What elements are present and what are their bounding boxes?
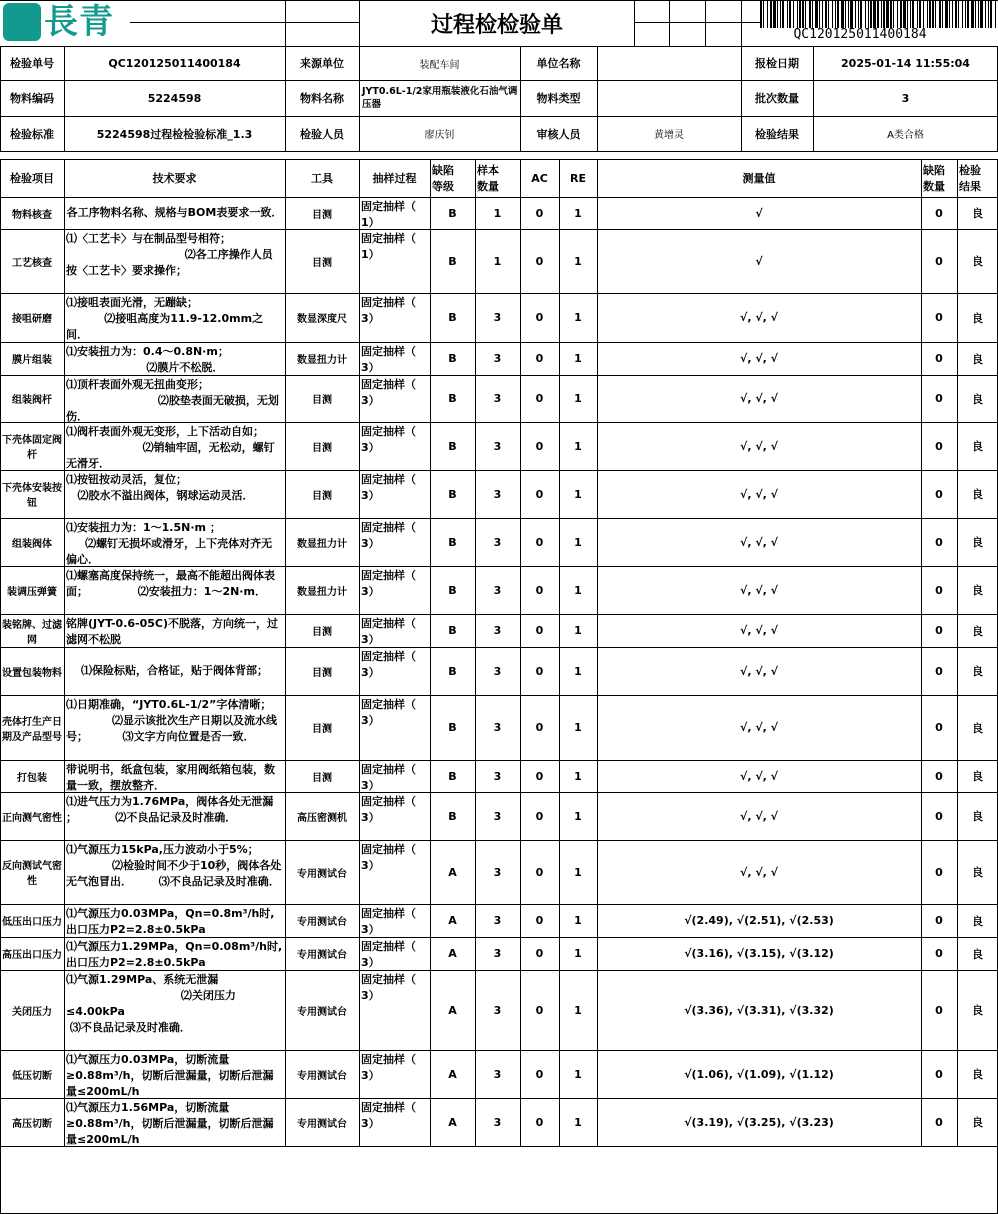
row-sample-qty: 3 [493, 624, 502, 637]
row-sample-qty: 1 [493, 254, 502, 268]
material-name-value: JYT0.6L-1/2家用瓶装液化石油气调压器 [362, 86, 518, 110]
row-defect-level: A [448, 1115, 457, 1129]
logo-text: 長青 [44, 2, 114, 42]
row-item: 装铭牌、过滤网 [2, 619, 62, 646]
row-measured: √, √, √ [739, 439, 779, 453]
row-defect-qty: 0 [935, 392, 943, 405]
row-sampling: 固定抽样（ 1） [361, 232, 416, 261]
row-ac: 0 [535, 624, 544, 637]
row-sampling: 固定抽样（ 3） [361, 1053, 416, 1082]
row-result: 良 [972, 721, 983, 735]
row-result: 良 [972, 488, 983, 501]
row-defect-level: B [448, 721, 457, 734]
header-re: RE [570, 171, 586, 185]
row-tool: 目测 [312, 724, 332, 735]
source-unit-label: 来源单位 [300, 57, 344, 70]
row-tool: 数显扭力计 [297, 538, 347, 550]
row-re: 1 [574, 392, 582, 405]
row-requirement: ⑴气源压力0.03MPa，Qn=0.8m³/h时,出口压力P2=2.8±0.5kPa [66, 907, 275, 936]
row-result: 良 [972, 1068, 983, 1081]
row-re: 1 [574, 1003, 582, 1017]
row-defect-level: A [448, 914, 457, 927]
row-requirement: ⑴顶杆表面外观无扭曲变形； ⑵胶垫表面无破损，无划伤． [66, 378, 279, 422]
row-requirement: ⑴气源压力0.03MPa，切断流量≥0.88m³/h，切断后泄漏量，切断后泄漏量≤200mL/h [66, 1053, 274, 1098]
row-sampling: 固定抽样（ 3） [361, 569, 416, 598]
row-requirement: ⑴接咀表面光滑，无蹦缺； ⑵接咀高度为11.9-12.0mm之间． [66, 296, 264, 341]
row-ac: 0 [535, 769, 544, 783]
row-measured: √, √, √ [739, 769, 779, 783]
row-ac: 0 [535, 392, 544, 405]
row-defect-level: B [448, 583, 457, 597]
logo-mark-icon [3, 3, 41, 41]
row-defect-level: B [448, 664, 457, 678]
row-requirement: ⑴螺塞高度保持统一，最高不能超出阀体表面； ⑵安装扭力：1～2N·m． [66, 569, 275, 598]
row-tool: 目测 [312, 627, 332, 638]
material-type-label: 物料类型 [536, 92, 581, 105]
row-result: 良 [972, 352, 983, 366]
row-sample-qty: 3 [493, 664, 502, 678]
reviewer-label: 审核人员 [536, 127, 581, 141]
row-defect-level: B [448, 624, 457, 637]
row-defect-level: A [448, 947, 457, 960]
row-requirement: ⑴气源压力15kPa,压力波动小于5%； ⑵检验时间不少于10秒，阀体各处无气泡冒出． ⑶不良品记录及时准确． [66, 843, 282, 888]
source-unit-value: 装配车间 [419, 59, 460, 71]
row-tool: 专用测试台 [297, 868, 347, 880]
row-sampling: 固定抽样（ 3） [361, 425, 416, 454]
row-item: 组装阀杆 [12, 395, 52, 406]
row-requirement: ⑴气源1.29MPa、系统无泄漏 ⑵关闭压力≤4.00kPa ⑶不良品记录及时准确． [66, 973, 236, 1034]
row-ac: 0 [535, 914, 544, 927]
row-sampling: 固定抽样（ 3） [361, 795, 416, 824]
material-type-value [597, 80, 741, 116]
row-item: 下壳体安装按钮 [2, 483, 62, 509]
row-tool: 专用测试台 [297, 950, 347, 961]
row-item: 物料核查 [12, 209, 52, 221]
header-sampling: 抽样过程 [372, 172, 417, 185]
header-defect-qty: 缺陷 数量 [923, 164, 945, 193]
row-result: 良 [972, 770, 983, 783]
row-re: 1 [574, 254, 582, 268]
row-sample-qty: 3 [493, 439, 502, 453]
row-ac: 0 [535, 664, 544, 678]
row-defect-level: B [448, 535, 457, 549]
row-result: 良 [972, 665, 983, 678]
row-defect-qty: 0 [935, 721, 943, 734]
row-ac: 0 [535, 254, 544, 268]
row-result: 良 [972, 947, 983, 961]
inspection-no-value: QC120125011400184 [108, 56, 241, 70]
row-sample-qty: 3 [493, 769, 502, 783]
row-defect-level: A [448, 1067, 457, 1081]
row-item: 打包装 [17, 772, 47, 784]
row-re: 1 [574, 206, 582, 220]
row-result: 良 [972, 624, 983, 638]
inspection-no-label: 检验单号 [10, 57, 54, 70]
row-sample-qty: 3 [493, 392, 502, 405]
standard-label: 检验标准 [10, 127, 54, 141]
row-line [0, 1146, 998, 1147]
row-defect-level: B [448, 809, 457, 823]
row-item: 组装阀体 [12, 538, 52, 550]
row-defect-level: B [448, 487, 457, 501]
material-code-label: 物料编码 [10, 92, 54, 105]
row-ac: 0 [535, 1115, 544, 1129]
report-date-label: 报检日期 [755, 57, 799, 70]
row-re: 1 [574, 352, 582, 365]
row-sample-qty: 3 [493, 1115, 502, 1129]
row-sampling: 固定抽样（ 3） [361, 650, 416, 679]
row-defect-qty: 0 [935, 206, 943, 220]
row-defect-qty: 0 [935, 664, 943, 678]
row-sample-qty: 3 [493, 721, 502, 734]
row-sampling: 固定抽样（ 3） [361, 473, 416, 502]
row-defect-level: B [448, 769, 457, 783]
row-item: 下壳体固定阀杆 [2, 435, 62, 461]
row-defect-level: B [448, 311, 457, 324]
row-measured: √(3.16), √(3.15), √(3.12) [684, 947, 834, 960]
row-measured: √, √, √ [739, 721, 779, 734]
result-value: A类合格 [887, 130, 924, 141]
row-measured: √, √, √ [739, 311, 779, 324]
row-sampling: 固定抽样（ 3） [361, 763, 416, 792]
row-requirement: 各工序物料名称、规格与BOM表要求一致． [66, 206, 283, 219]
row-item: 接咀研磨 [12, 314, 52, 325]
row-re: 1 [574, 487, 582, 501]
row-result: 良 [972, 1004, 983, 1017]
row-defect-qty: 0 [935, 535, 943, 549]
row-item: 低压切断 [12, 1070, 52, 1082]
row-item: 设置包装物料 [2, 667, 62, 679]
row-re: 1 [574, 769, 582, 783]
row-item: 高压出口压力 [2, 950, 62, 961]
row-item: 正向测气密性 [2, 812, 62, 824]
row-re: 1 [574, 865, 582, 879]
row-measured: √(3.36), √(3.31), √(3.32) [684, 1003, 834, 1017]
row-re: 1 [574, 624, 582, 637]
row-defect-level: B [448, 392, 457, 405]
row-requirement: ⑴保险标贴，合格证，贴于阀体背部； [81, 664, 268, 677]
row-result: 良 [972, 1116, 983, 1129]
row-defect-qty: 0 [935, 1115, 943, 1129]
header-defect-level: 缺陷 等级 [432, 164, 454, 193]
row-re: 1 [574, 809, 582, 823]
row-sampling: 固定抽样（ 3） [361, 617, 416, 646]
material-name-label: 物料名称 [300, 92, 344, 105]
unit-name-label: 单位名称 [536, 57, 581, 70]
row-requirement: ⑴阀杆表面外观无变形，上下活动自如； ⑵销轴牢固，无松动，螺钉无滑牙． [66, 425, 275, 470]
row-ac: 0 [535, 311, 544, 324]
material-code-value: 5224598 [147, 91, 202, 105]
row-sampling: 固定抽样（ 3） [361, 1101, 416, 1130]
row-requirement: ⑴安装扭力为：1～1.5N·m ； ⑵螺钉无损坏或滑牙，上下壳体对齐无偏心． [66, 521, 273, 566]
row-tool: 专用测试台 [297, 917, 347, 928]
row-sample-qty: 3 [493, 352, 502, 365]
row-ac: 0 [535, 947, 544, 960]
row-tool: 目测 [312, 490, 332, 502]
row-result: 良 [972, 914, 983, 928]
row-defect-level: B [448, 206, 457, 220]
row-measured: √, √, √ [739, 352, 779, 365]
row-sample-qty: 3 [493, 311, 502, 324]
row-measured: √(1.06), √(1.09), √(1.12) [684, 1067, 834, 1081]
row-tool: 目测 [312, 442, 332, 454]
row-tool: 目测 [312, 772, 332, 784]
row-re: 1 [574, 439, 582, 453]
row-defect-qty: 0 [935, 583, 943, 597]
company-logo [0, 0, 130, 46]
batch-qty-value: 3 [901, 91, 910, 105]
row-sample-qty: 3 [493, 1003, 502, 1017]
row-sampling: 固定抽样（ 3） [361, 698, 416, 727]
row-tool: 目测 [312, 209, 332, 221]
unit-name-value [597, 46, 741, 80]
row-tool: 数显扭力计 [297, 355, 347, 366]
row-result: 良 [972, 440, 983, 453]
row-re: 1 [574, 1115, 582, 1129]
row-re: 1 [574, 311, 582, 324]
row-requirement: 带说明书，纸盒包装，家用阀纸箱包装，数量一致，摆放整齐． [66, 763, 275, 792]
row-re: 1 [574, 914, 582, 927]
row-tool: 目测 [312, 395, 332, 406]
row-defect-qty: 0 [935, 1067, 943, 1081]
row-sample-qty: 1 [493, 206, 502, 220]
row-sample-qty: 3 [493, 583, 502, 597]
inspector-label: 检验人员 [300, 127, 344, 141]
inspector-value: 廖庆钊 [424, 130, 455, 141]
row-defect-qty: 0 [935, 254, 943, 268]
header-tool: 工具 [311, 172, 333, 185]
row-sample-qty: 3 [493, 914, 502, 927]
header-result: 检验 结果 [959, 164, 981, 193]
header-measured: 测量值 [742, 172, 776, 185]
row-tool: 目测 [312, 667, 332, 679]
row-item: 高压切断 [12, 1118, 52, 1130]
row-sample-qty: 3 [493, 809, 502, 823]
row-re: 1 [574, 1067, 582, 1081]
row-sample-qty: 3 [493, 1067, 502, 1081]
row-sampling: 固定抽样（ 1） [361, 200, 416, 229]
batch-qty-label: 批次数量 [755, 92, 799, 105]
row-requirement: ⑴气源压力1.56MPa，切断流量≥0.88m³/h，切断后泄漏量，切断后泄漏量≤200mL/h [66, 1101, 274, 1146]
row-measured: √, √, √ [739, 865, 779, 879]
row-ac: 0 [535, 721, 544, 734]
header-ac: AC [531, 171, 548, 185]
row-ac: 0 [535, 206, 544, 220]
row-sampling: 固定抽样（ 3） [361, 296, 416, 325]
page-title: 过程检检验单 [430, 12, 563, 38]
row-measured: √ [755, 254, 763, 268]
row-sample-qty: 3 [493, 535, 502, 549]
row-tool: 专用测试台 [297, 1070, 347, 1082]
row-requirement: ⑴〈工艺卡〉与在制品型号相符； ⑵各工序操作人员按〈工艺卡〉要求操作； [66, 232, 273, 277]
row-tool: 目测 [312, 257, 332, 269]
row-re: 1 [574, 721, 582, 734]
row-measured: √, √, √ [739, 624, 779, 637]
barcode-icon [760, 0, 998, 28]
row-ac: 0 [535, 487, 544, 501]
row-requirement: ⑴安装扭力为：0.4～0.8N·m； ⑵膜片不松脱． [66, 345, 229, 374]
row-defect-qty: 0 [935, 624, 943, 637]
row-defect-qty: 0 [935, 439, 943, 453]
row-item: 膜片组装 [12, 355, 52, 366]
row-requirement: ⑴进气压力为1.76MPa，阀体各处无泄漏 ； ⑵不良品记录及时准确． [66, 795, 278, 824]
row-tool: 数显扭力计 [297, 586, 347, 598]
row-re: 1 [574, 664, 582, 678]
row-item: 关闭压力 [12, 1006, 52, 1018]
row-measured: √, √, √ [739, 392, 779, 405]
row-defect-qty: 0 [935, 947, 943, 960]
row-ac: 0 [535, 1067, 544, 1081]
row-requirement: ⑴日期准确，“JYT0.6L-1/2”字体清晰； ⑵显示该批次生产日期以及流水线号； ⑶文字方向位置是否一致． [66, 698, 277, 743]
row-result: 良 [972, 311, 983, 325]
row-defect-qty: 0 [935, 809, 943, 823]
row-defect-level: A [448, 1003, 457, 1017]
row-re: 1 [574, 535, 582, 549]
row-sampling: 固定抽样（ 3） [361, 843, 416, 872]
result-label: 检验结果 [755, 127, 799, 141]
row-defect-qty: 0 [935, 865, 943, 879]
row-defect-qty: 0 [935, 311, 943, 324]
row-item: 反向测试气密性 [2, 861, 62, 887]
row-sample-qty: 3 [493, 487, 502, 501]
row-defect-qty: 0 [935, 1003, 943, 1017]
row-result: 良 [972, 866, 983, 879]
row-re: 1 [574, 583, 582, 597]
row-ac: 0 [535, 1003, 544, 1017]
row-ac: 0 [535, 583, 544, 597]
report-date-value: 2025-01-14 11:55:04 [841, 56, 970, 70]
frame-top-line [0, 0, 998, 1]
row-item: 装调压弹簧 [7, 586, 57, 598]
header-requirement: 技术要求 [152, 172, 197, 185]
row-tool: 数显深度尺 [297, 314, 347, 325]
row-defect-level: A [448, 865, 457, 879]
row-sampling: 固定抽样（ 3） [361, 378, 416, 407]
row-tool: 高压密测机 [297, 812, 347, 824]
row-measured: √, √, √ [739, 583, 779, 597]
row-result: 良 [972, 207, 983, 220]
row-defect-level: B [448, 352, 457, 365]
row-sampling: 固定抽样（ 3） [361, 345, 416, 374]
row-sampling: 固定抽样（ 3） [361, 940, 416, 969]
header-sample-qty: 样本 数量 [477, 164, 499, 193]
row-defect-qty: 0 [935, 769, 943, 783]
row-defect-level: B [448, 439, 457, 453]
row-item: 壳体打生产日期及产品型号 [2, 716, 62, 743]
row-result: 良 [972, 536, 983, 549]
row-measured: √, √, √ [739, 809, 779, 823]
row-result: 良 [972, 392, 983, 406]
row-result: 良 [972, 255, 983, 268]
row-ac: 0 [535, 865, 544, 879]
row-sampling: 固定抽样（ 3） [361, 907, 416, 936]
standard-value: 5224598过程检检验标准_1.3 [96, 127, 253, 141]
row-requirement: ⑴气源压力1.29MPa，Qn=0.08m³/h时,出口压力P2=2.8±0.5kPa [66, 940, 283, 969]
row-defect-level: B [448, 254, 457, 268]
reviewer-value: 黄增灵 [654, 130, 684, 141]
row-result: 良 [972, 584, 983, 597]
row-requirement: 铭牌(JYT-0.6-05C)不脱落，方向统一，过滤网不松脱 [66, 617, 278, 646]
row-item: 工艺核查 [12, 257, 52, 269]
row-ac: 0 [535, 352, 544, 365]
row-measured: √, √, √ [739, 487, 779, 501]
row-measured: √(3.19), √(3.25), √(3.23) [684, 1115, 834, 1129]
row-measured: √(2.49), √(2.51), √(2.53) [684, 914, 834, 927]
row-re: 1 [574, 947, 582, 960]
row-sample-qty: 3 [493, 947, 502, 960]
row-item: 低压出口压力 [2, 917, 62, 928]
row-defect-qty: 0 [935, 352, 943, 365]
row-tool: 专用测试台 [297, 1118, 347, 1130]
row-measured: √ [755, 206, 763, 220]
row-tool: 专用测试台 [297, 1006, 347, 1018]
row-sampling: 固定抽样（ 3） [361, 973, 416, 1002]
row-ac: 0 [535, 439, 544, 453]
row-result: 良 [972, 810, 983, 823]
row-defect-qty: 0 [935, 914, 943, 927]
row-defect-qty: 0 [935, 487, 943, 501]
row-measured: √, √, √ [739, 664, 779, 678]
row-sample-qty: 3 [493, 865, 502, 879]
header-item: 检验项目 [10, 172, 54, 185]
row-ac: 0 [535, 535, 544, 549]
row-requirement: ⑴按钮按动灵活，复位； ⑵胶水不溢出阀体，钢球运动灵活． [66, 473, 254, 502]
row-measured: √, √, √ [739, 535, 779, 549]
row-ac: 0 [535, 809, 544, 823]
barcode-number: QC120125011400184 [793, 27, 927, 42]
row-sampling: 固定抽样（ 3） [361, 521, 416, 550]
